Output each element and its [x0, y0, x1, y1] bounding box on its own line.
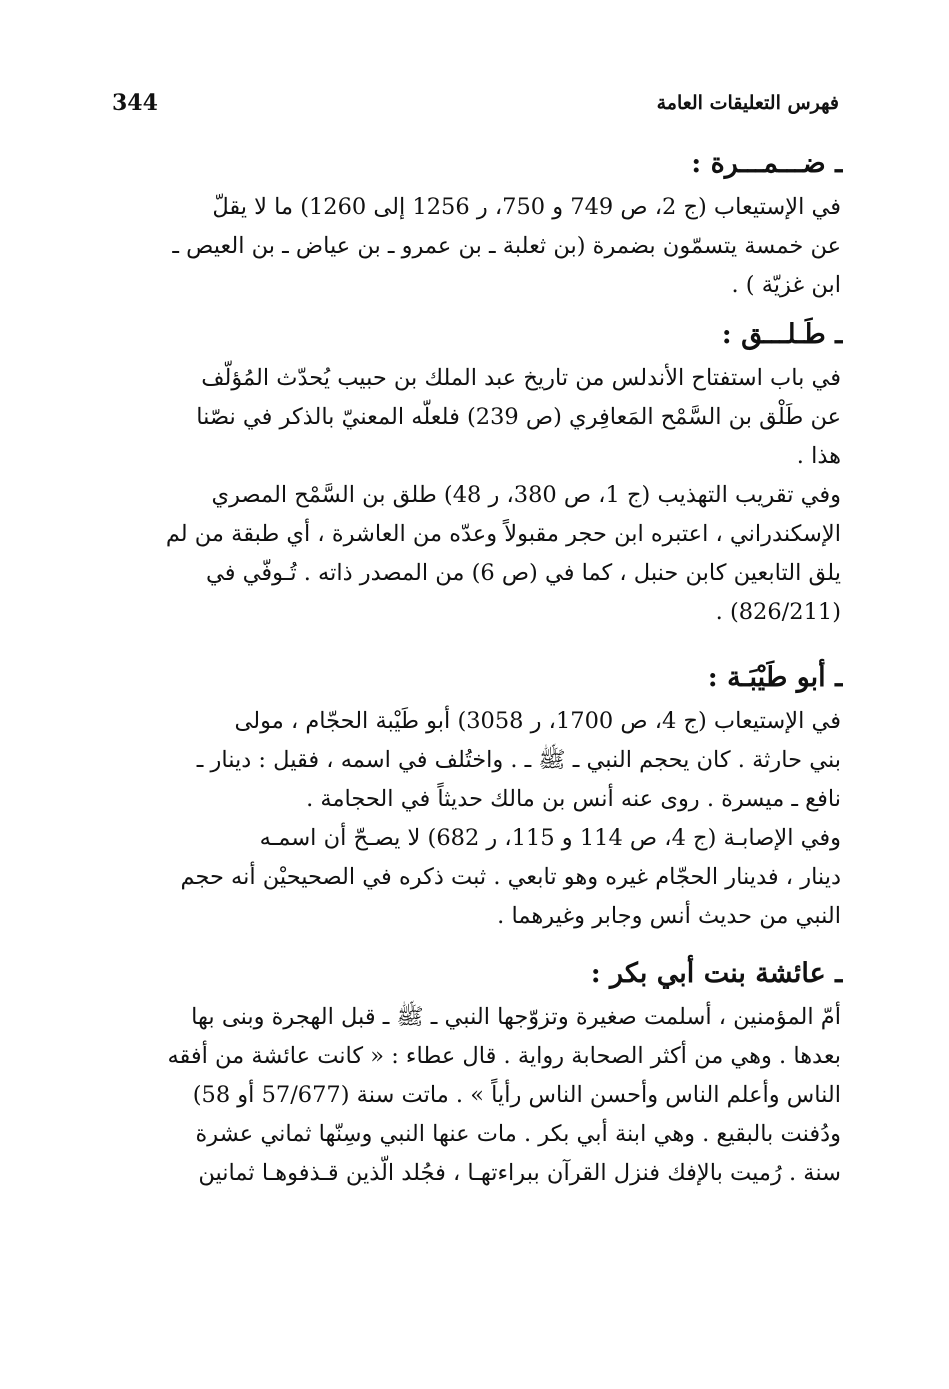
- entry-line: في باب استفتاح الأندلس من تاريخ عبد الملك بن حبيب يُحدّث المُؤلّف: [201, 365, 841, 391]
- entry-line: هذا .: [796, 443, 841, 469]
- entry-line: (826/211) .: [715, 599, 841, 625]
- entry-line: دينار ، فدينار الحجّام غيره وهو تابعي . ثبت ذكره في الصحيحيْن أنه حجم: [180, 864, 841, 890]
- entry-line: في الإستيعاب (ج 2، ص 749 و 750، ر 1256 إلى 1260) ما لا يقلّ: [212, 194, 841, 220]
- entry-heading-abu-tayba: ـ أبو طَيْبَـة :: [707, 662, 843, 693]
- entry-line: وفي الإصابـة (ج 4، ص 114 و 115، ر 682) لا يصـحّ أن اسمـه: [259, 825, 841, 851]
- running-title: فهرس التعليقات العامة: [656, 92, 839, 114]
- entry-line: الإسكندراني ، اعتبره ابن حجر مقبولاً وعدّه من العاشرة ، أي طبقة من لم: [165, 521, 841, 547]
- entry-line: ابن غزيّة ) .: [731, 272, 841, 298]
- entry-line: يلق التابعين كابن حنبل ، كما في (ص 6) من المصدر ذاته . تُـوفّي في: [205, 560, 841, 586]
- entry-line: في الإستيعاب (ج 4، ص 1700، ر 3058) أبو طَيْبة الحجّام ، مولى: [234, 708, 841, 734]
- entry-line: بعدها . وهي من أكثر الصحابة رواية . قال عطاء : « كانت عائشة من أفقه: [167, 1043, 841, 1069]
- entry-line: نافع ـ ميسرة . روى عنه أنس بن مالك حديثاً في الحجامة .: [306, 786, 841, 812]
- entry-line: الناس وأعلم الناس وأحسن الناس رأياً » . ماتت سنة (57/677 أو 58): [192, 1082, 841, 1108]
- page-number: 344: [112, 90, 158, 116]
- entry-heading-aisha: ـ عائشة بنت أبي بكر :: [590, 958, 843, 989]
- entry-heading-damra: ـ ضـــمـــرة :: [691, 148, 843, 179]
- entry-line: ودُفنت بالبقيع . وهي ابنة أبي بكر . مات عنها النبي وسِنّها ثماني عشرة: [195, 1121, 841, 1147]
- entry-line: أمّ المؤمنين ، أسلمت صغيرة وتزوّجها النبي ـ ﷺ ـ قبل الهجرة وبنى بها: [191, 1004, 841, 1030]
- entry-line: بني حارثة . كان يحجم النبي ـ ﷺ ـ . واختُلف في اسمه ، فقيل : دينار ـ: [196, 747, 841, 773]
- entry-line: عن خمسة يتسمّون بضمرة (بن ثعلبة ـ بن عمرو ـ بن عياض ـ بن العيص ـ: [172, 233, 841, 259]
- entry-line: وفي تقريب التهذيب (ج 1، ص 380، ر 48) طلق بن السَّمْح المصري: [211, 482, 841, 508]
- page-body: [105, 140, 841, 1193]
- entry-line: عن طَلْق بن السَّمْح المَعافِري (ص 239) فلعلّه المعنيّ بالذكر في نصّنا: [196, 404, 841, 430]
- entry-line: النبي من حديث أنس وجابر وغيرهما .: [497, 903, 841, 929]
- entry-line: سنة . رُميت بالإفك فنزل القرآن ببراءتهـا ، فجُلد الّذين قـذفوهـا ثمانين: [198, 1160, 841, 1186]
- entry-heading-talq: ـ طَـلـــق :: [721, 319, 843, 350]
